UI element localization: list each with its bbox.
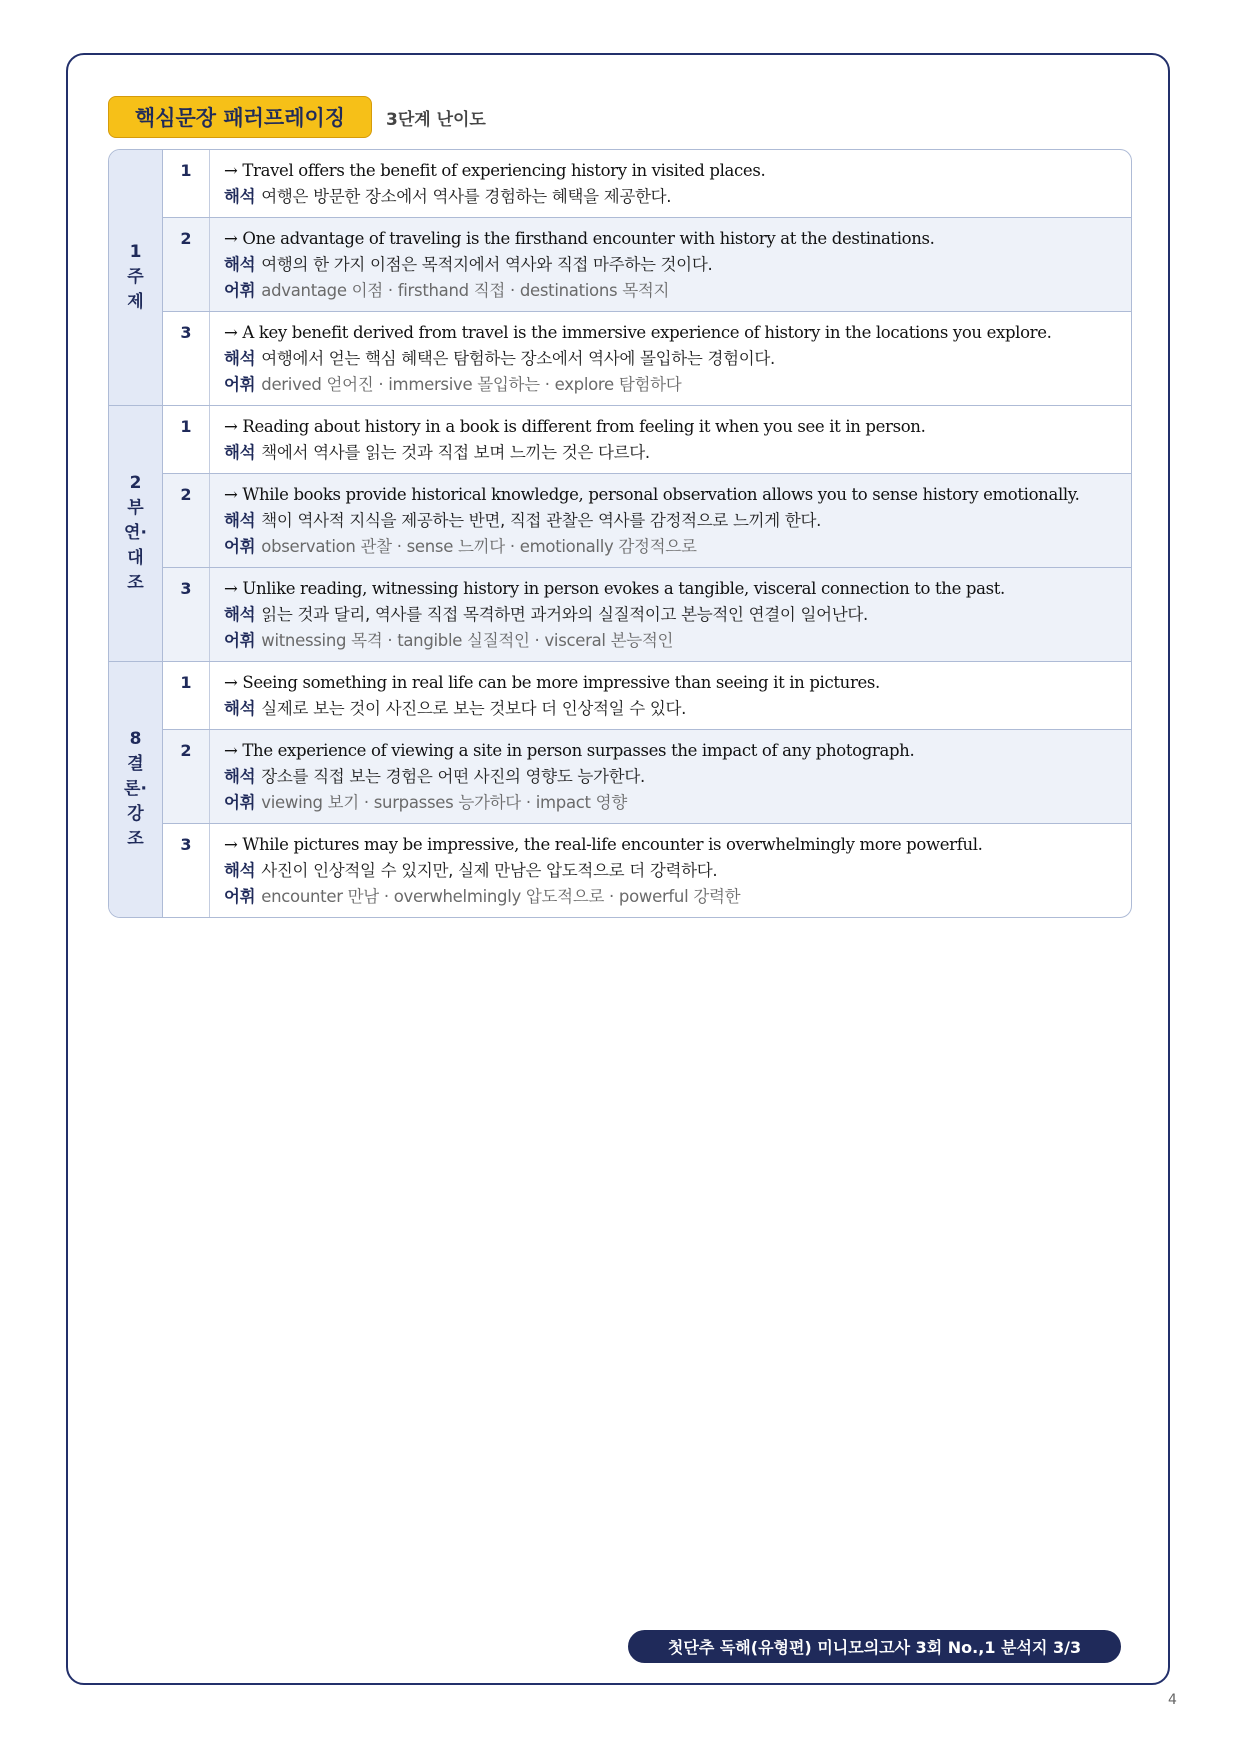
vocabulary-line — [224, 372, 1117, 398]
topic-label-char: 제 — [127, 292, 144, 312]
english-text: The experience of viewing a site in person surpasses the impact of any photograph. — [242, 741, 915, 760]
row-content — [210, 312, 1131, 405]
english-text: Travel offers the benefit of experiencing history in visited places. — [242, 161, 766, 180]
row-content — [210, 218, 1131, 311]
vocab-tag: 어휘 — [224, 793, 256, 812]
arrow-marker: → — [224, 323, 238, 342]
topic-rows — [163, 150, 1131, 405]
topic-label-char: 강 — [127, 804, 144, 824]
translation-tag: 해석 — [224, 443, 256, 462]
korean-translation — [224, 184, 1117, 210]
translation-tag: 해석 — [224, 187, 256, 206]
row-number: 3 — [163, 824, 210, 917]
topic-group — [109, 662, 1131, 917]
table-row — [163, 662, 1131, 730]
vocabulary-line — [224, 790, 1117, 816]
korean-translation — [224, 440, 1117, 466]
arrow-marker: → — [224, 835, 238, 854]
arrow-marker: → — [224, 485, 238, 504]
vocabulary-line — [224, 884, 1117, 910]
translation-tag: 해석 — [224, 861, 256, 880]
vocab-tag: 어휘 — [224, 631, 256, 650]
topic-label-char: 주 — [127, 267, 144, 287]
row-number: 2 — [163, 730, 210, 823]
english-text: Seeing something in real life can be more impressive than seeing it in pictures. — [242, 673, 880, 692]
vocab-text: derived 얻어진 · immersive 몰입하는 · explore 탐험하다 — [261, 375, 682, 394]
english-text: While books provide historical knowledge, personal observation allows you to sense history emotionally. — [242, 485, 1080, 504]
page-number: 4 — [1168, 1692, 1177, 1708]
translation-text: 읽는 것과 달리, 역사를 직접 목격하면 과거와의 실질적이고 본능적인 연결이 일어난다. — [261, 605, 868, 624]
vocab-text: viewing 보기 · surpasses 능가하다 · impact 영향 — [261, 793, 627, 812]
topic-label-char: 8 — [129, 729, 142, 749]
translation-tag: 해석 — [224, 349, 256, 368]
topic-group — [109, 406, 1131, 662]
row-number: 1 — [163, 662, 210, 729]
arrow-marker: → — [224, 673, 238, 692]
row-content — [210, 730, 1131, 823]
vocab-text: observation 관찰 · sense 느끼다 · emotionally 감정적으로 — [261, 537, 697, 556]
difficulty-level: 3단계 난이도 — [386, 109, 486, 130]
arrow-marker: → — [224, 229, 238, 248]
row-number: 3 — [163, 312, 210, 405]
translation-text: 실제로 보는 것이 사진으로 보는 것보다 더 인상적일 수 있다. — [261, 699, 687, 718]
topic-label-char: 론· — [124, 779, 147, 799]
english-sentence — [224, 482, 1117, 508]
vocab-tag: 어휘 — [224, 375, 256, 394]
section-title-badge: 핵심문장 패러프레이징 — [108, 96, 372, 138]
topic-label-char: 연· — [124, 523, 147, 543]
korean-translation — [224, 858, 1117, 884]
vocab-text: advantage 이점 · firsthand 직접 · destinations 목적지 — [261, 281, 670, 300]
table-row — [163, 730, 1131, 824]
row-number: 2 — [163, 218, 210, 311]
row-content — [210, 568, 1131, 661]
section-header — [108, 95, 486, 139]
translation-text: 책이 역사적 지식을 제공하는 반면, 직접 관찰은 역사를 감정적으로 느끼게 한다. — [261, 511, 822, 530]
english-text: While pictures may be impressive, the real-life encounter is overwhelmingly more powerful. — [242, 835, 983, 854]
english-sentence — [224, 226, 1117, 252]
translation-tag: 해석 — [224, 767, 256, 786]
topic-label-char: 2 — [129, 473, 142, 493]
vocab-tag: 어휘 — [224, 537, 256, 556]
table-row — [163, 150, 1131, 218]
row-number: 1 — [163, 406, 210, 473]
translation-tag: 해석 — [224, 699, 256, 718]
arrow-marker: → — [224, 579, 238, 598]
paraphrase-table — [108, 149, 1132, 918]
topic-label — [109, 406, 163, 661]
korean-translation — [224, 764, 1117, 790]
english-text: One advantage of traveling is the firsthand encounter with history at the destinations. — [242, 229, 935, 248]
english-text: Unlike reading, witnessing history in person evokes a tangible, visceral connection to the past. — [242, 579, 1005, 598]
row-content — [210, 406, 1131, 473]
topic-rows — [163, 406, 1131, 661]
topic-label — [109, 662, 163, 917]
translation-tag: 해석 — [224, 605, 256, 624]
row-number: 1 — [163, 150, 210, 217]
translation-tag: 해석 — [224, 511, 256, 530]
table-row — [163, 824, 1131, 917]
row-number: 2 — [163, 474, 210, 567]
table-row — [163, 312, 1131, 405]
topic-group — [109, 150, 1131, 406]
topic-rows — [163, 662, 1131, 917]
arrow-marker: → — [224, 741, 238, 760]
topic-label — [109, 150, 163, 405]
english-sentence — [224, 414, 1117, 440]
vocab-text: encounter 만남 · overwhelmingly 압도적으로 · powerful 강력한 — [261, 887, 741, 906]
topic-label-char: 부 — [127, 498, 144, 518]
korean-translation — [224, 696, 1117, 722]
topic-label-char: 대 — [127, 548, 144, 568]
english-text: A key benefit derived from travel is the immersive experience of history in the locations you explore. — [242, 323, 1052, 342]
vocabulary-line — [224, 628, 1117, 654]
table-row — [163, 406, 1131, 474]
english-text: Reading about history in a book is different from feeling it when you see it in person. — [242, 417, 926, 436]
vocab-tag: 어휘 — [224, 887, 256, 906]
topic-label-char: 조 — [127, 829, 144, 849]
table-row — [163, 218, 1131, 312]
vocabulary-line — [224, 534, 1117, 560]
korean-translation — [224, 346, 1117, 372]
row-content — [210, 150, 1131, 217]
english-sentence — [224, 738, 1117, 764]
topic-label-char: 결 — [127, 754, 144, 774]
vocab-text: witnessing 목격 · tangible 실질적인 · visceral 본능적인 — [261, 631, 674, 650]
row-number: 3 — [163, 568, 210, 661]
topic-label-char: 조 — [127, 573, 144, 593]
english-sentence — [224, 320, 1117, 346]
footer-badge: 첫단추 독해(유형편) 미니모의고사 3회 No.,1 분석지 3/3 — [628, 1630, 1121, 1663]
korean-translation — [224, 508, 1117, 534]
translation-text: 여행은 방문한 장소에서 역사를 경험하는 혜택을 제공한다. — [261, 187, 672, 206]
vocab-tag: 어휘 — [224, 281, 256, 300]
vocabulary-line — [224, 278, 1117, 304]
english-sentence — [224, 832, 1117, 858]
translation-text: 책에서 역사를 읽는 것과 직접 보며 느끼는 것은 다르다. — [261, 443, 650, 462]
english-sentence — [224, 158, 1117, 184]
translation-tag: 해석 — [224, 255, 256, 274]
row-content — [210, 662, 1131, 729]
korean-translation — [224, 252, 1117, 278]
arrow-marker: → — [224, 417, 238, 436]
translation-text: 여행에서 얻는 핵심 혜택은 탐험하는 장소에서 역사에 몰입하는 경험이다. — [261, 349, 775, 368]
translation-text: 여행의 한 가지 이점은 목적지에서 역사와 직접 마주하는 것이다. — [261, 255, 713, 274]
translation-text: 장소를 직접 보는 경험은 어떤 사진의 영향도 능가한다. — [261, 767, 645, 786]
table-row — [163, 474, 1131, 568]
table-row — [163, 568, 1131, 661]
english-sentence — [224, 576, 1117, 602]
row-content — [210, 474, 1131, 567]
row-content — [210, 824, 1131, 917]
arrow-marker: → — [224, 161, 238, 180]
topic-label-char: 1 — [129, 242, 142, 262]
english-sentence — [224, 670, 1117, 696]
korean-translation — [224, 602, 1117, 628]
translation-text: 사진이 인상적일 수 있지만, 실제 만남은 압도적으로 더 강력하다. — [261, 861, 718, 880]
